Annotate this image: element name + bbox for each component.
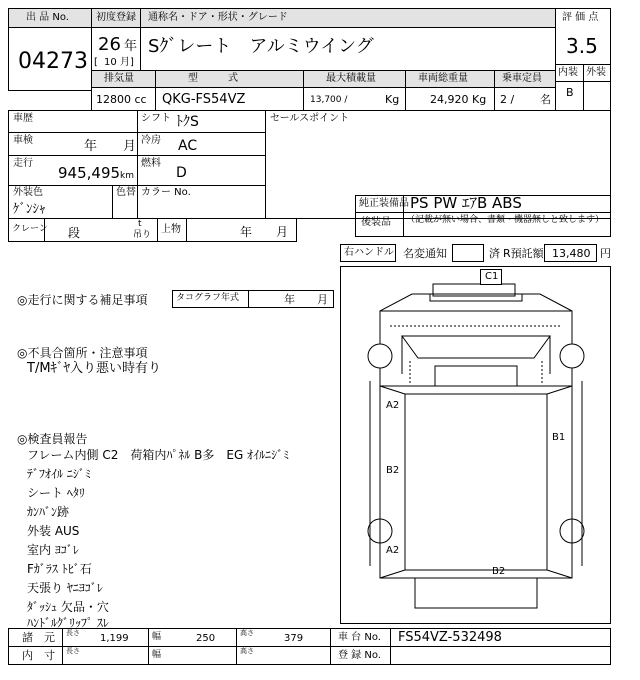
width-value: 250 bbox=[196, 633, 216, 644]
chassis-label: 車 台 No. bbox=[338, 632, 381, 643]
inspector-line: ﾃﾞﾌｵｲﾙ ﾆｼﾞﾐ bbox=[27, 467, 91, 481]
reg-year-unit: 年 bbox=[124, 39, 138, 54]
damage-mark-a2: A2 bbox=[386, 545, 400, 556]
inspector-line: 室内 ﾖｺﾞﾚ bbox=[27, 543, 79, 557]
inspector-line: 外装 AUS bbox=[27, 524, 80, 538]
r-fee-value: 13,480 bbox=[552, 247, 591, 260]
score-label: 評 価 点 bbox=[562, 12, 599, 23]
color-value: ｹﾞﾝｼｬ bbox=[13, 202, 46, 217]
history-label: 車歴 bbox=[13, 113, 33, 124]
length-label: 長さ bbox=[66, 629, 80, 637]
name-change-label: 名変通知 bbox=[403, 247, 447, 260]
tachograph-label: タコグラフ年式 bbox=[176, 293, 240, 303]
reg-year: 26 bbox=[98, 34, 121, 55]
ac-value: AC bbox=[178, 138, 198, 154]
color-label: 外装色 bbox=[13, 187, 43, 198]
tachograph-value: 年 月 bbox=[284, 293, 328, 306]
ac-label: 冷房 bbox=[141, 135, 161, 146]
reg-month-unit: 月] bbox=[120, 57, 134, 68]
crane-label: クレーン bbox=[12, 224, 48, 234]
height-label: 高さ bbox=[240, 647, 254, 655]
r-fee-unit: 円 bbox=[600, 247, 611, 260]
capacity-unit: 名 bbox=[540, 93, 551, 106]
capacity-label: 乗車定員 bbox=[502, 73, 542, 84]
interior-grade-label: 内装 bbox=[558, 67, 578, 78]
length-label: 長さ bbox=[66, 647, 80, 655]
interior-grade: B bbox=[566, 86, 574, 99]
spec-header-row bbox=[91, 70, 556, 88]
inspector-line: ｶﾝﾊﾞﾝ跡 bbox=[27, 505, 70, 519]
payload: 13,700 / bbox=[310, 95, 348, 105]
damage-mark-b1: B1 bbox=[552, 432, 566, 443]
damage-mark-b2: B2 bbox=[492, 566, 506, 577]
aftermarket-label: 後装品 bbox=[361, 217, 391, 228]
shift-label: シフト bbox=[141, 113, 171, 124]
mileage-label: 走行 bbox=[13, 158, 33, 169]
crane-stage-unit: 段 bbox=[68, 226, 81, 240]
fuel-value: D bbox=[176, 165, 187, 181]
r-fee-label: R預託額 bbox=[503, 247, 544, 260]
color-no-label: カラー No. bbox=[141, 187, 191, 198]
lot-number: 04273 bbox=[18, 49, 88, 74]
equipment-label: 純正装備品 bbox=[359, 198, 409, 209]
height-value: 379 bbox=[284, 633, 304, 644]
name-change-box bbox=[452, 244, 484, 262]
aftermarket-note: （記載が無い場合、書類・機器無しと致します） bbox=[406, 215, 605, 225]
damage-mark-a2: A2 bbox=[386, 400, 400, 411]
lot-label: 出 品 No. bbox=[26, 12, 69, 23]
height-label: 高さ bbox=[240, 629, 254, 637]
defect-line: T/Mｷﾞﾔ入り悪い時有り bbox=[27, 361, 162, 376]
loader-label: 上物 bbox=[161, 224, 181, 235]
spec-label: 諸 元 bbox=[22, 631, 55, 644]
fuel-label: 燃料 bbox=[141, 158, 161, 169]
displacement: 12800 cc bbox=[96, 93, 147, 106]
length-value: 1,199 bbox=[100, 633, 129, 644]
name-label: 通称名・ドア・形状・グレード bbox=[148, 12, 288, 23]
gross-weight-label: 車両総重量 bbox=[418, 73, 468, 84]
inspector-line: フレーム内側 C2 荷箱内ﾊﾟﾈﾙ B多 EG ｵｲﾙﾆｼﾞﾐ bbox=[27, 448, 290, 462]
equipment-value: PS PW ｴｱB ABS bbox=[410, 194, 522, 212]
width-label: 幅 bbox=[152, 632, 162, 642]
width-label: 幅 bbox=[152, 650, 162, 660]
shift-value: ﾄｸS bbox=[176, 114, 199, 130]
displacement-label: 排気量 bbox=[104, 73, 134, 84]
model-code-label: 型 式 bbox=[188, 73, 238, 84]
truck-damage-diagram bbox=[340, 266, 611, 624]
damage-mark-b2: B2 bbox=[386, 465, 400, 476]
inspector-line: Fｶﾞﾗｽ ﾄﾋﾞ石 bbox=[27, 562, 92, 576]
gross-weight: 24,920 Kg bbox=[430, 93, 487, 106]
loader-date: 年 月 bbox=[240, 225, 289, 239]
inspection-value: 年 月 bbox=[84, 139, 137, 154]
payload-unit: Kg bbox=[385, 93, 400, 106]
defects-label: ◎不具合箇所・注意事項 bbox=[17, 346, 148, 360]
steering: 右ハンドル bbox=[344, 247, 394, 258]
mileage-value: 945,495 bbox=[58, 164, 121, 182]
reg-month-prefix: [ bbox=[94, 57, 98, 68]
inspector-line: シート ﾍﾀﾘ bbox=[27, 486, 85, 500]
inspector-line: ﾀﾞｯｼｭ 欠品・穴 bbox=[27, 600, 109, 614]
inspection-label: 車検 bbox=[13, 135, 33, 146]
interior-size-label: 内 寸 bbox=[22, 649, 55, 662]
crane-hang-label: 吊り bbox=[133, 230, 152, 240]
driving-notes-label: ◎走行に関する補足事項 bbox=[17, 293, 148, 307]
inspector-report-label: ◎検査員報告 bbox=[17, 432, 88, 446]
inspector-line: 天張り ﾔﾆﾖｺﾞﾚ bbox=[27, 581, 103, 595]
exterior-grade-label: 外装 bbox=[586, 67, 606, 78]
model-code: QKG-FS54VZ bbox=[162, 92, 246, 107]
score-value: 3.5 bbox=[566, 34, 598, 58]
model-name: Sｸﾞレート アルミウイング bbox=[148, 36, 374, 57]
chassis-number: FS54VZ-532498 bbox=[398, 630, 502, 645]
reg-month: 10 bbox=[104, 57, 117, 68]
mileage-unit: km bbox=[120, 171, 134, 181]
color-change-label: 色替 bbox=[116, 187, 136, 198]
deposit-label: 済 bbox=[489, 247, 500, 260]
sales-point-label: セールスポイント bbox=[270, 113, 350, 124]
registration-label: 登 録 No. bbox=[338, 650, 381, 661]
damage-mark-c1: C1 bbox=[485, 271, 499, 282]
reg-label: 初度登録 bbox=[96, 12, 136, 23]
capacity: 2 / bbox=[500, 93, 515, 106]
payload-label: 最大積載量 bbox=[326, 73, 376, 84]
crane-ton-unit: t bbox=[138, 219, 142, 229]
inspector-line: ﾊﾝﾄﾞﾙｸﾞﾘｯﾌﾟ ｽﾚ bbox=[27, 616, 109, 630]
